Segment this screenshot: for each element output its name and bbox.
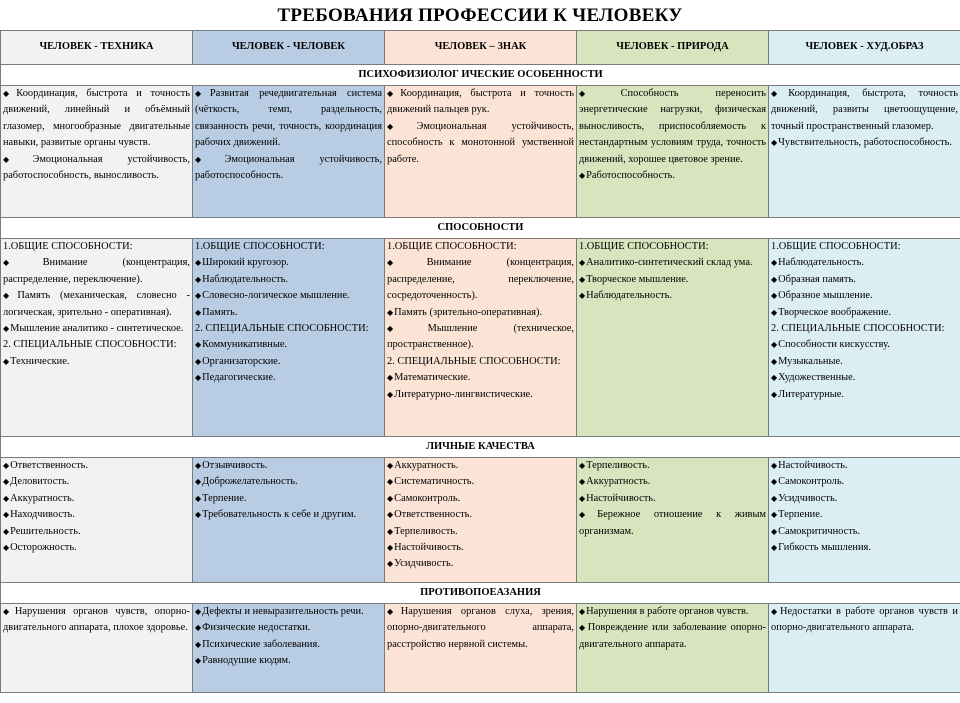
- list-item: ◆ Наблюдательность.: [579, 288, 766, 304]
- cell-technika: [1, 239, 193, 437]
- list-item: ◆ Терпение.: [195, 491, 382, 507]
- list-item: ◆ Терпение.: [771, 507, 958, 523]
- list-item: ◆ Эмоциональная устойчивость, способность к монотонной умственной работе.: [387, 119, 574, 168]
- list-item: ◆ Аналитико-синтетический склад ума.: [579, 255, 766, 271]
- section-title-abilities: СПОСОБНОСТИ: [1, 218, 960, 239]
- cell-znak: [385, 458, 577, 583]
- list-item: ◆ Осторожность.: [3, 540, 190, 556]
- list-item: ◆ Бережное отношение к живым организмам.: [579, 507, 766, 540]
- list-item: ◆ Повреждение или заболевание опорно-двигательного аппарата.: [579, 620, 766, 653]
- list-item: ◆ Психические заболевания.: [195, 637, 382, 653]
- list-item: ◆ Терпеливость.: [579, 458, 766, 474]
- list-item: ◆ Способность переносить энергетические нагрузки, физическая выносливость, приспособляемость к нестандартным условиям труда, точность движений, хорошее цветовое зрение.: [579, 86, 766, 168]
- requirements-table: [0, 30, 960, 693]
- list-item: ◆ Творческое воображение.: [771, 305, 958, 321]
- cell-priroda: [577, 604, 769, 693]
- list-item: ◆ Самоконтроль.: [387, 491, 574, 507]
- list-item: ◆ Эмоциональная устойчивость, работоспособность, выносливость.: [3, 152, 190, 185]
- table-row: [1, 604, 960, 693]
- list-item: ◆ Образная память.: [771, 272, 958, 288]
- list-item: ◆ Память.: [195, 305, 382, 321]
- list-item: ◆ Литературно-лингвистические.: [387, 387, 574, 403]
- list-item: ◆ Нарушения органов слуха, зрения, опорно-двигательного аппарата, расстройство нервной системы.: [387, 604, 574, 653]
- header-row: [1, 31, 960, 65]
- column-header-znak: ЧЕЛОВЕК – ЗНАК: [385, 31, 577, 65]
- cell-chelovek: [193, 86, 385, 218]
- subheading: 1.ОБЩИЕ СПОСОБНОСТИ:: [3, 241, 133, 252]
- list-item: ◆ Нарушения в работе органов чувств.: [579, 604, 766, 620]
- cell-znak: [385, 239, 577, 437]
- cell-priroda: [577, 86, 769, 218]
- list-item: ◆ Усидчивость.: [771, 491, 958, 507]
- cell-obraz: [769, 239, 960, 437]
- list-item: ◆ Настойчивость.: [771, 458, 958, 474]
- list-item: ◆ Память (зрительно-оперативная).: [387, 305, 574, 321]
- list-item: ◆ Аккуратность.: [579, 474, 766, 490]
- list-item: ◆ Развитая речедвигательная система (чёткость, темп, раздельность, связанность речи, точность, координация рабочих движений.: [195, 86, 382, 152]
- column-header-technika: ЧЕЛОВЕК - ТЕХНИКА: [1, 31, 193, 65]
- list-item: ◆ Отзывчивость.: [195, 458, 382, 474]
- list-item: ◆ Терпеливость.: [387, 524, 574, 540]
- list-item: ◆ Внимание (концентрация, распределение, переключение).: [3, 255, 190, 288]
- section-title-psychophysiology: ПСИХОФИЗИОЛОГ ИЧЕСКИЕ ОСОБЕННОСТИ: [1, 65, 960, 86]
- cell-znak: [385, 86, 577, 218]
- list-item: ◆ Систематичность.: [387, 474, 574, 490]
- cell-obraz: [769, 458, 960, 583]
- list-item: ◆ Наблюдательность.: [771, 255, 958, 271]
- list-item: ◆ Нарушения органов чувств, опорно-двигательного аппарата, плохое здоровье.: [3, 604, 190, 637]
- subheading: 1.ОБЩИЕ СПОСОБНОСТИ:: [387, 241, 517, 252]
- subheading: 2. СПЕЦИАЛЬНЫЕ СПОСОБНОСТИ:: [195, 323, 369, 335]
- list-item: ◆ Музыкальные.: [771, 354, 958, 370]
- list-item: ◆ Физические недостатки.: [195, 620, 382, 636]
- list-item: ◆ Мышление аналитико - синтетическое.: [3, 321, 190, 337]
- cell-technika: [1, 458, 193, 583]
- section-title-personal-qualities: ЛИЧНЫЕ КАЧЕСТВА: [1, 437, 960, 458]
- list-item: ◆ Широкий кругозор.: [195, 255, 382, 271]
- list-item: ◆ Координация, быстрота и точность движений, линейный и объёмный глазомер, многообразные двигательные навыки, развитые органы чувств.: [3, 86, 190, 152]
- list-item: ◆ Память (механическая, словесно - логическая, зрительно - оперативная).: [3, 288, 190, 321]
- list-item: ◆ Равнодушие кюдям.: [195, 653, 382, 669]
- list-item: ◆ Эмоциональная устойчивость, работоспособность.: [195, 152, 382, 185]
- list-item: ◆ Самоконтроль.: [771, 474, 958, 490]
- list-item: ◆ Находчивость.: [3, 507, 190, 523]
- list-item: ◆ Творческое мышление.: [579, 272, 766, 288]
- list-item: ◆ Ответственность.: [3, 458, 190, 474]
- list-item: ◆ Аккуратность.: [387, 458, 574, 474]
- list-item: ◆ Внимание (концентрация, распределение, переключение, сосредоточенность).: [387, 255, 574, 304]
- cell-technika: [1, 604, 193, 693]
- list-item: ◆ Настойчивость.: [579, 491, 766, 507]
- list-item: ◆ Решительность.: [3, 524, 190, 540]
- subheading: 2. СПЕЦИАЛЬНЫЕ СПОСОБНОСТИ:: [387, 355, 561, 367]
- cell-obraz: [769, 86, 960, 218]
- list-item: ◆ Наблюдательность.: [195, 272, 382, 288]
- list-item: ◆ Математические.: [387, 370, 574, 386]
- column-header-priroda: ЧЕЛОВЕК - ПРИРОДА: [577, 31, 769, 65]
- list-item: ◆ Технические.: [3, 354, 190, 370]
- list-item: ◆ Дефекты и невыразительность речи.: [195, 604, 382, 620]
- list-item: ◆ Деловитость.: [3, 474, 190, 490]
- list-item: ◆ Аккуратность.: [3, 491, 190, 507]
- list-item: ◆ Педагогические.: [195, 370, 382, 386]
- list-item: ◆ Доброжелательность.: [195, 474, 382, 490]
- table-row: [1, 239, 960, 437]
- list-item: ◆ Гибкость мышления.: [771, 540, 958, 556]
- list-item: ◆ Художественные.: [771, 370, 958, 386]
- list-item: ◆ Ответственность.: [387, 507, 574, 523]
- list-item: ◆ Чувствительность, работоспособность.: [771, 135, 958, 151]
- list-item: ◆ Работоспособность.: [579, 168, 766, 184]
- subheading: 2. СПЕЦИАЛЬНЫЕ СПОСОБНОСТИ:: [771, 323, 945, 335]
- list-item: ◆ Способности кискусству.: [771, 337, 958, 353]
- subheading: 1.ОБЩИЕ СПОСОБНОСТИ:: [579, 241, 709, 252]
- list-item: ◆ Координация, быстрота, точность движений, развиты цветоощущение, точный пространственный глазомер.: [771, 86, 958, 135]
- list-item: ◆ Требовательность к себе и другим.: [195, 507, 382, 523]
- list-item: ◆ Усидчивость.: [387, 556, 574, 572]
- subheading: 2. СПЕЦИАЛЬНЫЕ СПОСОБНОСТИ:: [3, 339, 177, 351]
- cell-chelovek: [193, 458, 385, 583]
- list-item: ◆ Настойчивость.: [387, 540, 574, 556]
- list-item: ◆ Словесно-логическое мышление.: [195, 288, 382, 304]
- list-item: ◆ Мышление (техническое, пространственное).: [387, 321, 574, 354]
- section-title-contraindications: ПРОТИВОПОЕАЗАНИЯ: [1, 583, 960, 604]
- subheading: 1.ОБЩИЕ СПОСОБНОСТИ:: [771, 241, 901, 252]
- list-item: ◆ Организаторские.: [195, 354, 382, 370]
- column-header-chelovek: ЧЕЛОВЕК - ЧЕЛОВЕК: [193, 31, 385, 65]
- table-row: [1, 458, 960, 583]
- cell-technika: [1, 86, 193, 218]
- table-row: [1, 86, 960, 218]
- cell-priroda: [577, 458, 769, 583]
- list-item: ◆ Недостатки в работе органов чувств и опорно-двигательного аппарата.: [771, 604, 958, 637]
- cell-obraz: [769, 604, 960, 693]
- column-header-obraz: ЧЕЛОВЕК - ХУД.ОБРАЗ: [769, 31, 960, 65]
- list-item: ◆ Коммуникативные.: [195, 337, 382, 353]
- cell-priroda: [577, 239, 769, 437]
- list-item: ◆ Образное мышление.: [771, 288, 958, 304]
- list-item: ◆ Координация, быстрота и точность движений пальцев рук.: [387, 86, 574, 119]
- cell-chelovek: [193, 604, 385, 693]
- list-item: ◆ Самокритичность.: [771, 524, 958, 540]
- cell-chelovek: [193, 239, 385, 437]
- cell-znak: [385, 604, 577, 693]
- page-title: ТРЕБОВАНИЯ ПРОФЕССИИ К ЧЕЛОВЕКУ: [277, 5, 683, 26]
- subheading: 1.ОБЩИЕ СПОСОБНОСТИ:: [195, 241, 325, 252]
- list-item: ◆ Литературные.: [771, 387, 958, 403]
